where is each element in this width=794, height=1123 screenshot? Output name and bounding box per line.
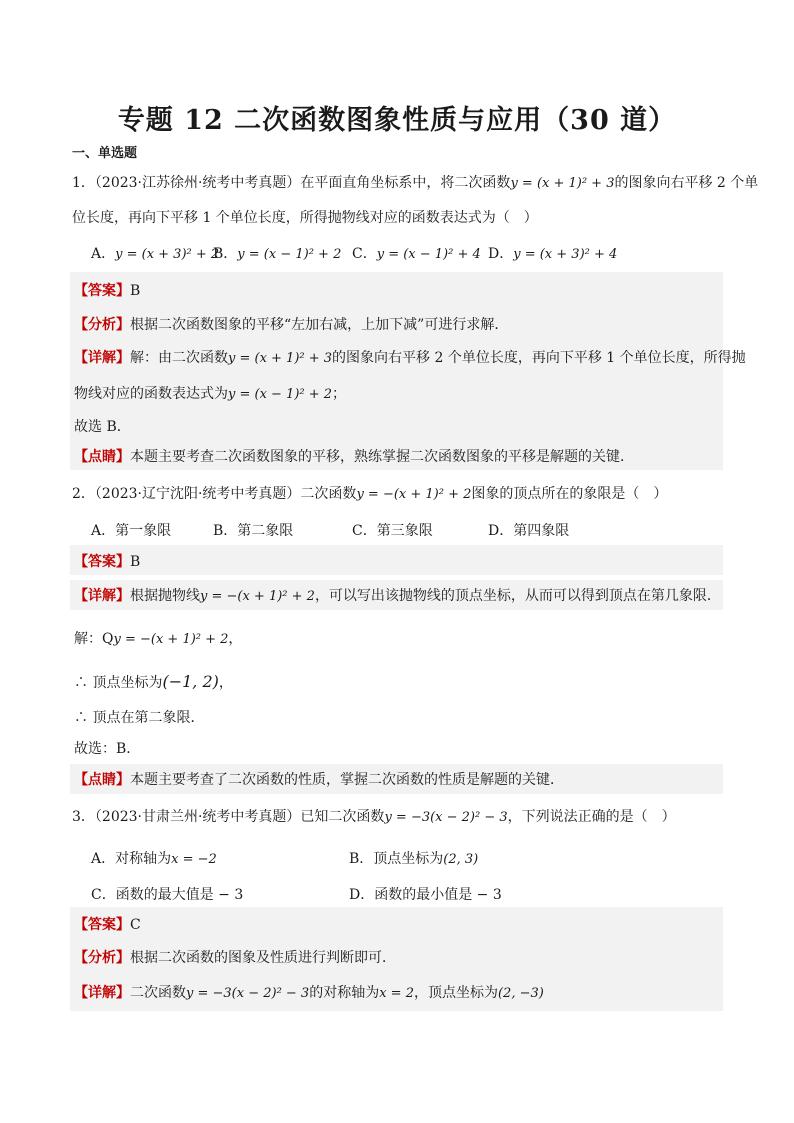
q2-option-a: A．第一象限	[91, 523, 172, 539]
q2-option-b: B．第二象限	[213, 523, 294, 539]
q1-answer: 【答案】B	[74, 283, 141, 299]
q3-stem: 3．（2023·甘肃兰州·统考中考真题）已知二次函数y = −3(x − 2)² − 3，下列说法正确的是（ ）	[72, 809, 676, 825]
q2-option-c: C．第三象限	[352, 523, 433, 539]
q3-detail: 【详解】二次函数y = −3(x − 2)² − 3的对称轴为x = 2，顶点坐标为(2, −3)	[74, 985, 544, 1001]
q1-comment: 【点睛】本题主要考查二次函数图象的平移，熟练掌握二次函数图象的平移是解题的关键．	[74, 449, 634, 465]
q1-option-a: A．y = (x + 3)² + 2	[91, 246, 220, 262]
q1-detail-line3: 故选 B．	[74, 419, 131, 435]
page-title: 专题 12 二次函数图象性质与应用（30 道）	[117, 105, 677, 136]
q3-option-c: C．函数的最大值是 − 3	[91, 887, 244, 903]
q1-option-b: B．y = (x − 1)² + 2	[213, 246, 342, 262]
q2-answer-box	[70, 545, 723, 575]
q1-stem-line2: 位长度，再向下平移 1 个单位长度，所得抛物线对应的函数表达式为（ ）	[72, 210, 538, 226]
q1-detail-line2: 物线对应的函数表达式为y = (x − 1)² + 2；	[74, 386, 347, 402]
q2-detail-line5: 故选：B．	[74, 741, 141, 757]
q1-option-c: C．y = (x − 1)² + 4	[352, 246, 481, 262]
q2-detail-line2: 解：Qy = −(x + 1)² + 2，	[74, 631, 243, 647]
q1-detail-line1: 【详解】解：由二次函数y = (x + 1)² + 3的图象向右平移 2 个单位长度，再向下平移 1 个单位长度，所得抛	[74, 350, 746, 366]
q2-detail-line4: ∴ 顶点在第二象限．	[74, 710, 205, 726]
q2-stem: 2．（2023·辽宁沈阳·统考中考真题）二次函数y = −(x + 1)² + 2图象的顶点所在的象限是（ ）	[72, 486, 668, 502]
q1-stem-line1: 1．（2023·江苏徐州·统考中考真题）在平面直角坐标系中，将二次函数y = (x + 1)² + 3的图象向右平移 2 个单	[72, 175, 759, 191]
q1-analysis: 【分析】根据二次函数图象的平移“左加右减，上加下减”可进行求解．	[74, 317, 509, 333]
section-heading: 一、单选题	[72, 146, 138, 161]
q2-detail-line1: 【详解】根据抛物线y = −(x + 1)² + 2，可以写出该抛物线的顶点坐标，从而可以得到顶点在第几象限．	[74, 588, 721, 604]
q2-detail-line3: ∴ 顶点坐标为(−1, 2)，	[74, 672, 233, 691]
q3-option-a: A．对称轴为x = −2	[91, 851, 217, 867]
q3-analysis: 【分析】根据二次函数的图象及性质进行判断即可．	[74, 950, 396, 966]
q2-comment: 【点睛】本题主要考查了二次函数的性质，掌握二次函数的性质是解题的关键．	[74, 772, 564, 788]
q2-answer: 【答案】B	[74, 554, 141, 570]
q1-option-d: D．y = (x + 3)² + 4	[488, 246, 618, 262]
q3-option-b: B．顶点坐标为(2, 3)	[349, 851, 479, 867]
q3-option-d: D．函数的最小值是 − 3	[349, 887, 502, 903]
q3-answer: 【答案】C	[74, 917, 141, 933]
q2-option-d: D．第四象限	[488, 523, 570, 539]
q1-stem-formula: y = (x + 1)² + 3	[510, 176, 615, 191]
q1-solution-box	[70, 272, 723, 470]
